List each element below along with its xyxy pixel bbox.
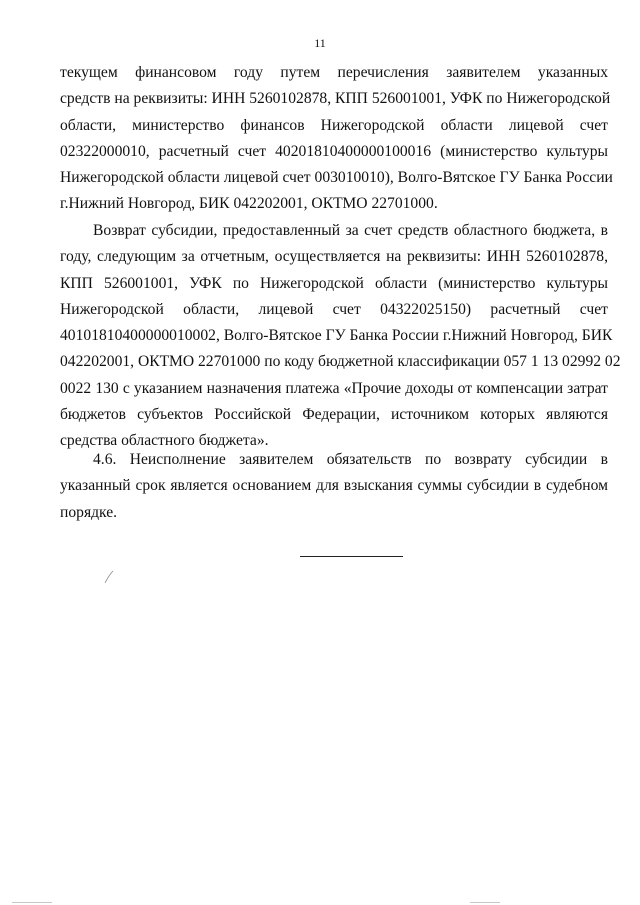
scan-edge-mark (12, 902, 52, 903)
text-line: 02322000010, расчетный счет 40201810400000100016 (министерство культуры (60, 142, 608, 160)
text-line: 0022 130 с указанием назначения платежа «Прочие доходы от компенсации затрат (60, 379, 608, 397)
text-line: КПП 526001001, УФК по Нижегородской области (министерство культуры (60, 274, 608, 292)
text-line: г.Нижний Новгород, БИК 042202001, ОКТМО 22701000. (60, 195, 438, 213)
text-line: средств на реквизиты: ИНН 5260102878, КПП 526001001, УФК по Нижегородской (60, 90, 611, 108)
text-line: 042202001, ОКТМО 22701000 по коду бюджетной классификации 057 1 13 02992 02 (60, 353, 621, 371)
text-line: Нижегородской области лицевой счет 003010010), Волго-Вятское ГУ Банка России (60, 169, 613, 187)
text-line: 40101810400000010002, Волго-Вятское ГУ Банка России г.Нижний Новгород, БИК (60, 327, 613, 345)
text-line: Нижегородской области, лицевой счет 04322025150) расчетный счет (60, 300, 608, 318)
text-line: году, следующим за отчетным, осуществляется на реквизиты: ИНН 5260102878, (60, 248, 608, 266)
scan-edge-mark (470, 902, 500, 903)
paragraph-clause-4-6 (60, 447, 608, 526)
text-line: средства областного бюджета». (60, 432, 269, 450)
text-line: указанный срок является основанием для взыскания суммы субсидии в судебном (60, 477, 608, 495)
paragraph-payment-details (60, 60, 613, 218)
text-line: 4.6. Неисполнение заявителем обязательств по возврату субсидии в (93, 451, 608, 468)
pen-stroke-mark (104, 570, 114, 584)
page-number: 11 (314, 36, 326, 50)
text-line: порядке. (60, 503, 118, 521)
text-line: области, министерство финансов Нижегородской области лицевой счет (60, 116, 608, 134)
paragraph-subsidy-refund (60, 218, 621, 455)
text-line: бюджетов субъектов Российской Федерации, источником которых являются (60, 406, 608, 424)
text-line: текущем финансовом году путем перечисления заявителем указанных (60, 64, 608, 81)
text-line: Возврат субсидии, предоставленный за счет средств областного бюджета, в (93, 222, 608, 239)
closing-divider (300, 556, 403, 557)
